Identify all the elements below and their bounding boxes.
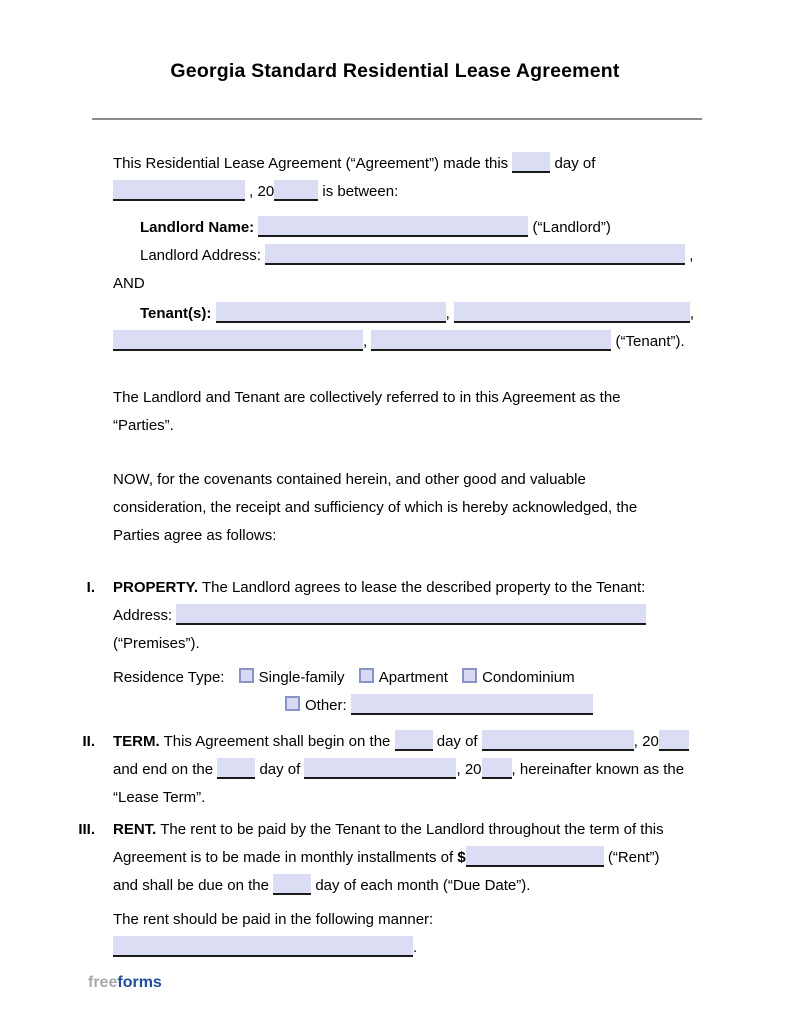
term-text: , 20 [456,761,482,778]
day-blank-field[interactable] [512,152,550,173]
rent-line-3 [113,872,747,900]
rent-due-day-field[interactable] [273,874,311,895]
rent-amount-field[interactable] [466,846,604,867]
rent-text: (“Rent”) [607,849,660,866]
intro-text: This Residential Lease Agreement (“Agreement”) made this [113,155,509,172]
freeforms-logo [88,974,790,992]
and-text: AND [113,275,145,292]
intro-text: , 20 [249,183,275,200]
year-blank-field[interactable] [274,180,318,201]
landlord-name-label: Landlord Name: [140,219,255,236]
tenant-line-2 [113,328,707,356]
checkbox-condominium[interactable] [462,668,477,683]
landlord-address-comma: , [689,247,694,264]
property-address-label: Address: [113,607,173,624]
intro-line-2 [113,178,707,206]
term-begin-year-field[interactable] [659,730,689,751]
rent-text: day of each month (“Due Date”). [315,877,531,894]
other-residence-field[interactable] [351,694,593,715]
tenant-separator: , [445,305,450,322]
premises-line: (“Premises”). [113,635,200,652]
paragraph-line: “Parties”. [113,417,174,434]
checkbox-other[interactable] [285,696,300,711]
landlord-name-line [140,214,707,242]
rent-line-2 [113,844,747,872]
intro-text: is between: [322,183,399,200]
section-numeral: II. [82,733,95,750]
rent-manner-blank-line [113,934,747,962]
rent-heading: RENT. [113,821,157,838]
logo-free-text: free [88,974,118,991]
landlord-address-field[interactable] [265,244,685,265]
landlord-address-label: Landlord Address: [140,247,261,264]
tenant-tag: (“Tenant”). [615,333,685,350]
tenants-label: Tenant(s): [140,305,212,322]
term-begin-month-field[interactable] [482,730,634,751]
section-term [60,728,747,812]
paragraph-line: NOW, for the covenants contained herein, and other good and valuable [113,471,586,488]
paragraph-line: The Landlord and Tenant are collectively referred to in this Agreement as the [113,389,621,406]
paragraph-line: consideration, the receipt and sufficiency of which is hereby acknowledged, the [113,499,638,516]
term-line-2 [113,756,747,784]
parties-paragraph [113,384,707,440]
covenants-paragraph [113,466,707,550]
rent-text: The rent to be paid by the Tenant to the Landlord throughout the term of this [160,821,664,838]
section-rent [60,816,747,962]
term-text: , 20 [633,733,659,750]
landlord-address-line [140,242,707,270]
landlord-name-field[interactable] [258,216,528,237]
checkbox-apartment[interactable] [359,668,374,683]
term-end-month-field[interactable] [304,758,456,779]
residence-type-label: Residence Type: [113,669,225,686]
property-intro-text: The Landlord agrees to lease the described property to the Tenant: [201,579,646,596]
tenant-3-field[interactable] [113,330,363,351]
term-text: and end on the [113,761,214,778]
page-title: Georgia Standard Residential Lease Agreement [170,60,620,82]
paragraph-line: Parties agree as follows: [113,527,277,544]
intro-text: day of [554,155,596,172]
tenant-separator: , [689,305,695,322]
month-blank-field[interactable] [113,180,245,201]
term-end-day-field[interactable] [217,758,255,779]
tenant-line-1 [140,300,707,328]
lease-term-line: “Lease Term”. [113,789,206,806]
property-address-field[interactable] [176,604,646,625]
section-property [60,574,747,720]
dollar-sign: $ [457,849,466,866]
landlord-tag: (“Landlord”) [532,219,611,236]
manner-period: . [413,939,418,956]
other-option-line [285,692,747,720]
option-single-family-label: Single-family [258,669,345,686]
term-text: This Agreement shall begin on the [163,733,391,750]
option-other-label: Other: [305,697,347,714]
title-divider [92,118,702,120]
term-end-year-field[interactable] [482,758,512,779]
term-text: , hereinafter known as the [511,761,685,778]
term-text: day of [436,733,478,750]
rent-text: and shall be due on the [113,877,269,894]
payment-manner-field[interactable] [113,936,413,957]
tenant-4-field[interactable] [371,330,611,351]
section-numeral: III. [78,821,95,838]
tenant-1-field[interactable] [216,302,446,323]
option-condominium-label: Condominium [482,669,575,686]
tenant-separator: , [363,333,368,350]
term-line-1 [113,728,747,756]
intro-line-1 [113,150,707,178]
and-line [113,270,707,298]
property-heading-line [113,574,747,602]
term-heading: TERM. [113,733,160,750]
rent-manner-line: The rent should be paid in the following manner: [113,911,434,928]
term-text: day of [259,761,301,778]
property-address-line [113,602,747,630]
option-apartment-label: Apartment [378,669,448,686]
residence-type-line [113,664,747,692]
section-numeral: I. [86,579,95,596]
tenant-2-field[interactable] [454,302,690,323]
checkbox-single-family[interactable] [239,668,254,683]
logo-forms-text: forms [117,974,162,991]
property-heading: PROPERTY. [113,579,199,596]
rent-line-1 [113,816,747,844]
rent-text: Agreement is to be made in monthly installments of [113,849,454,866]
term-begin-day-field[interactable] [395,730,433,751]
